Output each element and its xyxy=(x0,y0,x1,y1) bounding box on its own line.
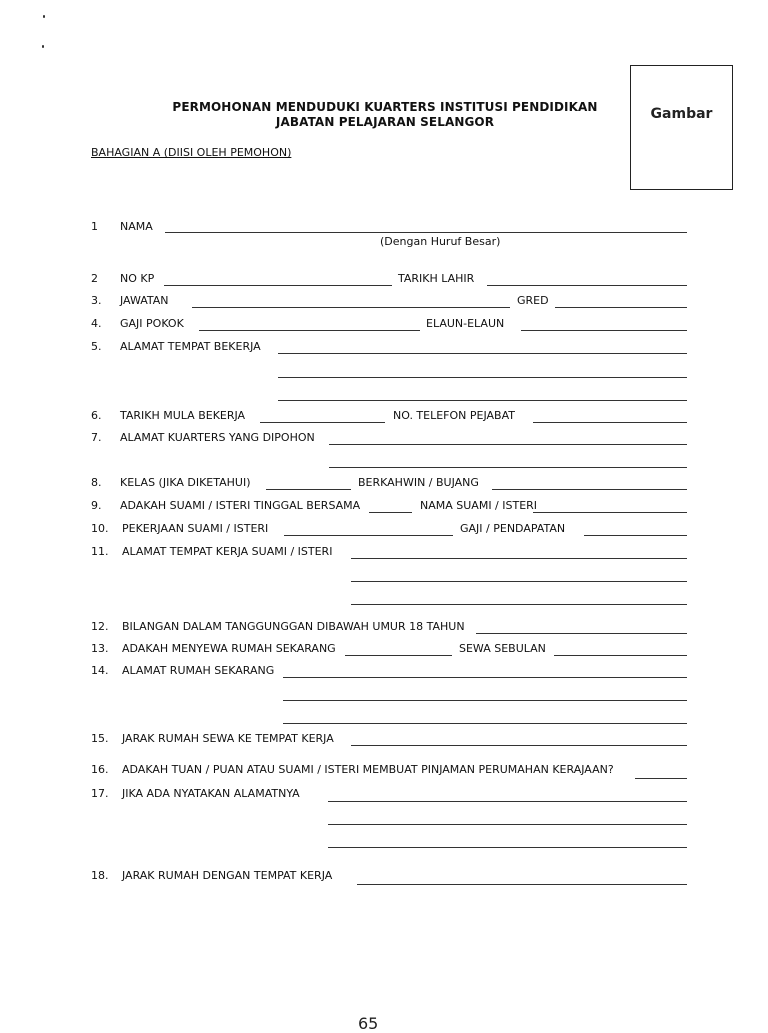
label-jarak-rumah-sewa: JARAK RUMAH SEWA KE TEMPAT KERJA xyxy=(122,732,334,745)
label-kelas: KELAS (JIKA DIKETAHUI) xyxy=(120,476,251,489)
photo-box xyxy=(630,65,733,190)
field-alamat-rumah-2[interactable] xyxy=(283,700,687,701)
field-elaun[interactable] xyxy=(521,330,687,331)
field-telefon-pejabat[interactable] xyxy=(533,422,687,423)
label-tinggal-bersama: ADAKAH SUAMI / ISTERI TINGGAL BERSAMA xyxy=(120,499,361,512)
field-tinggal-bersama[interactable] xyxy=(369,512,412,513)
label-elaun: ELAUN-ELAUN xyxy=(426,317,505,330)
label-jawatan: JAWATAN xyxy=(120,294,169,307)
item-number: 14. xyxy=(91,664,109,677)
form-subtitle: JABATAN PELAJARAN SELANGOR xyxy=(275,115,495,129)
item-number: 17. xyxy=(91,787,109,800)
label-telefon-pejabat: NO. TELEFON PEJABAT xyxy=(393,409,515,422)
section-heading: BAHAGIAN A (DIISI OLEH PEMOHON) xyxy=(91,146,292,159)
field-gred[interactable] xyxy=(555,307,687,308)
field-alamat-kerja-suami-3[interactable] xyxy=(351,604,687,605)
label-tarikh-lahir: TARIKH LAHIR xyxy=(398,272,475,285)
label-menyewa-rumah: ADAKAH MENYEWA RUMAH SEKARANG xyxy=(122,642,336,655)
item-number: 18. xyxy=(91,869,109,882)
field-gaji-pokok[interactable] xyxy=(199,330,420,331)
label-nyatakan-alamat: JIKA ADA NYATAKAN ALAMATNYA xyxy=(122,787,300,800)
field-no-kp[interactable] xyxy=(164,285,392,286)
field-alamat-bekerja-1[interactable] xyxy=(278,353,687,354)
label-nama: NAMA xyxy=(120,220,153,233)
field-alamat-bekerja-3[interactable] xyxy=(278,400,687,401)
item-number: 1 xyxy=(91,220,98,233)
field-pinjaman-perumahan[interactable] xyxy=(635,778,687,779)
field-alamat-pinjaman-3[interactable] xyxy=(328,847,687,848)
photo-label: Gambar xyxy=(650,106,713,122)
item-number: 7. xyxy=(91,431,102,444)
item-number: 9. xyxy=(91,499,102,512)
field-sewa-sebulan[interactable] xyxy=(554,655,687,656)
item-number: 16. xyxy=(91,763,109,776)
label-alamat-kerja-suami-isteri: ALAMAT TEMPAT KERJA SUAMI / ISTERI xyxy=(122,545,333,558)
label-tarikh-mula-bekerja: TARIKH MULA BEKERJA xyxy=(120,409,246,422)
field-menyewa-rumah[interactable] xyxy=(345,655,452,656)
field-tarikh-mula-bekerja[interactable] xyxy=(260,422,385,423)
field-alamat-pinjaman-1[interactable] xyxy=(328,801,687,802)
label-pekerjaan-suami-isteri: PEKERJAAN SUAMI / ISTERI xyxy=(122,522,269,535)
field-jarak-rumah-sewa[interactable] xyxy=(351,745,687,746)
field-nama[interactable] xyxy=(165,232,687,233)
item-number: 13. xyxy=(91,642,109,655)
label-alamat-rumah: ALAMAT RUMAH SEKARANG xyxy=(122,664,275,677)
page-number: 65 xyxy=(358,1014,379,1033)
field-tarikh-lahir[interactable] xyxy=(487,285,687,286)
item-number: 15. xyxy=(91,732,109,745)
label-nama-suami-isteri: NAMA SUAMI / ISTERI xyxy=(420,499,538,512)
field-alamat-kerja-suami-1[interactable] xyxy=(351,558,687,559)
field-berkahwin-bujang[interactable] xyxy=(492,489,687,490)
label-sewa-sebulan: SEWA SEBULAN xyxy=(459,642,546,655)
field-alamat-kuarters-1[interactable] xyxy=(329,444,687,445)
field-alamat-rumah-1[interactable] xyxy=(283,677,687,678)
scan-speck xyxy=(43,15,45,18)
label-alamat-tempat-bekerja: ALAMAT TEMPAT BEKERJA xyxy=(120,340,261,353)
label-no-kp: NO KP xyxy=(120,272,155,285)
label-bilangan-tanggungan: BILANGAN DALAM TANGGUNGGAN DIBAWAH UMUR 18 TAHUN xyxy=(122,620,465,633)
item-number: 4. xyxy=(91,317,102,330)
label-gaji-pendapatan: GAJI / PENDAPATAN xyxy=(460,522,566,535)
label-pinjaman-perumahan: ADAKAH TUAN / PUAN ATAU SUAMI / ISTERI MEMBUAT PINJAMAN PERUMAHAN KERAJAAN? xyxy=(122,763,614,776)
item-number: 11. xyxy=(91,545,109,558)
field-jarak-rumah-kerja[interactable] xyxy=(357,884,687,885)
label-jarak-rumah-kerja: JARAK RUMAH DENGAN TEMPAT KERJA xyxy=(122,869,333,882)
field-alamat-pinjaman-2[interactable] xyxy=(328,824,687,825)
field-bilangan-tanggungan[interactable] xyxy=(476,633,687,634)
item-number: 12. xyxy=(91,620,109,633)
scan-speck xyxy=(42,45,44,48)
item-number: 8. xyxy=(91,476,102,489)
item-number: 5. xyxy=(91,340,102,353)
item-number: 10. xyxy=(91,522,109,535)
field-kelas[interactable] xyxy=(266,489,351,490)
item-number: 2 xyxy=(91,272,98,285)
label-gred: GRED xyxy=(517,294,549,307)
label-alamat-kuarters: ALAMAT KUARTERS YANG DIPOHON xyxy=(120,431,315,444)
form-title: PERMOHONAN MENDUDUKI KUARTERS INSTITUSI PENDIDIKAN xyxy=(172,100,598,114)
label-berkahwin-bujang: BERKAHWIN / BUJANG xyxy=(358,476,479,489)
field-alamat-bekerja-2[interactable] xyxy=(278,377,687,378)
label-gaji-pokok: GAJI POKOK xyxy=(120,317,184,330)
item-number: 3. xyxy=(91,294,102,307)
item-number: 6. xyxy=(91,409,102,422)
field-nama-suami-isteri[interactable] xyxy=(533,512,687,513)
field-gaji-pendapatan[interactable] xyxy=(584,535,687,536)
field-alamat-kuarters-2[interactable] xyxy=(329,467,687,468)
field-pekerjaan-suami-isteri[interactable] xyxy=(284,535,453,536)
field-jawatan[interactable] xyxy=(192,307,510,308)
field-alamat-kerja-suami-2[interactable] xyxy=(351,581,687,582)
field-alamat-rumah-3[interactable] xyxy=(283,723,687,724)
hint-capital-letters: (Dengan Huruf Besar) xyxy=(380,235,501,248)
